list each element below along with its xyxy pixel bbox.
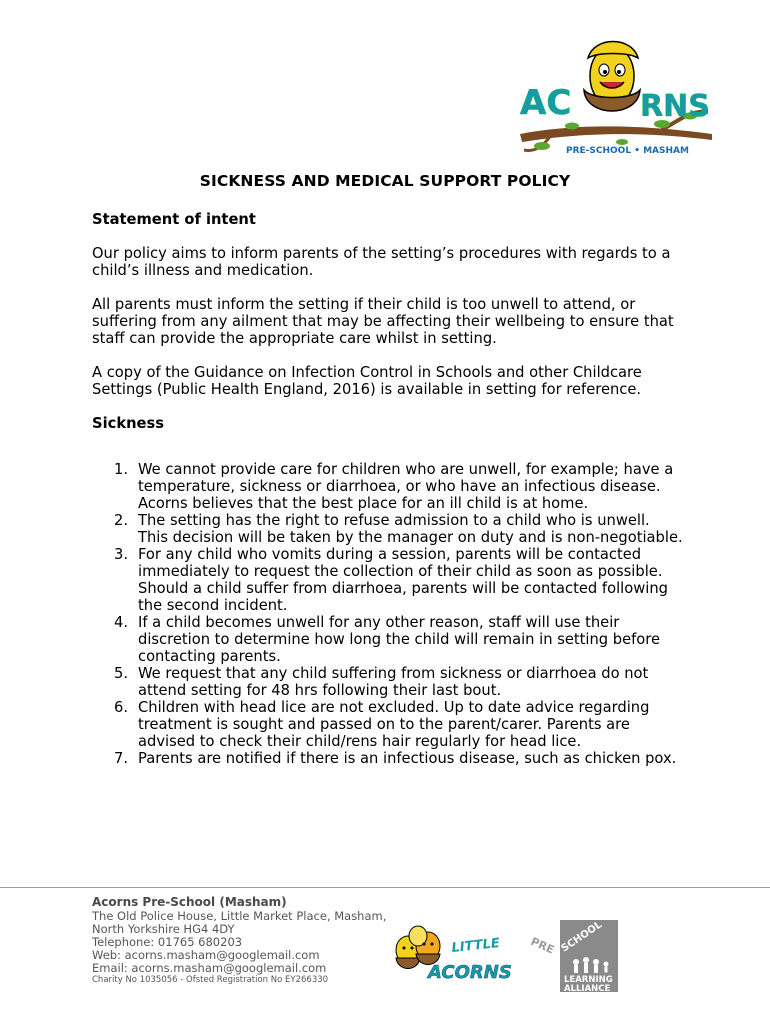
footer-registration: Charity No 1035056 - Ofsted Registration No EY266330 — [92, 975, 329, 985]
list-item: 6. Children with head lice are not excluded. Up to date advice regarding treatment is sought and passed on to the parent/carer. Parents are advised to check their child/rens hair regularly for head lice. — [114, 699, 650, 750]
footer-web: Web: acorns.masham@googlemail.com — [92, 948, 320, 962]
list-item: 2. The setting has the right to refuse admission to a child who is unwell. This decision will be taken by the manager on duty and is non-negotiable. — [114, 512, 683, 546]
footer-telephone: Telephone: 01765 680203 — [92, 935, 243, 949]
paragraph-inform: All parents must inform the setting if their child is too unwell to attend, or suffering from any ailment that may be affecting their wellbeing to ensure that staff can provide the appropriate care whilst in setting. — [92, 296, 674, 347]
list-item: 5. We request that any child suffering from sickness or diarrhoea do not attend setting for 48 hrs following their last bout. — [114, 665, 649, 699]
list-item: 7. Parents are notified if there is an infectious disease, such as chicken pox. — [114, 750, 677, 767]
logo-tagline: PRE-SCHOOL • MASHAM — [566, 146, 689, 156]
list-item: 4. If a child becomes unwell for any other reason, staff will use their discretion to determine how long the child will remain in setting before contacting parents. — [114, 614, 661, 665]
acorns-logo — [512, 30, 720, 158]
paragraph-guidance: A copy of the Guidance on Infection Control in Schools and other Childcare Settings (Public Health England, 2016) is available in setting for reference. — [92, 364, 642, 398]
footer-org-name: Acorns Pre-School (Masham) — [92, 895, 287, 909]
statement-heading: Statement of intent — [92, 211, 256, 228]
logo-letters-ac: AC — [520, 83, 572, 123]
little-acorns-line2: ACORNS — [428, 962, 512, 983]
page-title: SICKNESS AND MEDICAL SUPPORT POLICY — [199, 172, 571, 190]
list-item: 1. We cannot provide care for children who are unwell, for example; have a temperature, sickness or diarrhoea, or who have an infectious disease. Acorns believes that the best place for an ill child is at home. — [114, 461, 674, 512]
pre-school-learning-alliance-logo — [528, 918, 620, 994]
psla-pre: PRE — [528, 934, 557, 957]
psla-alliance: ALLIANCE — [564, 984, 611, 994]
little-acorns-line1: LITTLE — [450, 936, 501, 956]
footer-address-line1: The Old Police House, Little Market Place, Masham, — [92, 909, 387, 923]
list-item: 3. For any child who vomits during a session, parents will be contacted immediately to request the collection of their child as soon as possible. Should a child suffer from diarrhoea, parents will be contacted following the second incident. — [114, 546, 668, 614]
little-acorns-logo — [388, 922, 522, 988]
psla-learning: LEARNING — [564, 975, 613, 985]
footer-address-line2: North Yorkshire HG4 4DY — [92, 922, 235, 936]
footer — [92, 896, 386, 986]
footer-email: Email: acorns.masham@googlemail.com — [92, 961, 327, 975]
document-body — [92, 211, 684, 767]
psla-school: SCHOOL — [559, 919, 605, 955]
paragraph-intro: Our policy aims to inform parents of the setting’s procedures with regards to a child’s illness and medication. — [92, 245, 671, 279]
footer-divider — [0, 887, 770, 888]
sickness-heading: Sickness — [92, 415, 164, 432]
sickness-list — [92, 461, 684, 767]
svg-text:RNS: RNS — [640, 89, 710, 124]
